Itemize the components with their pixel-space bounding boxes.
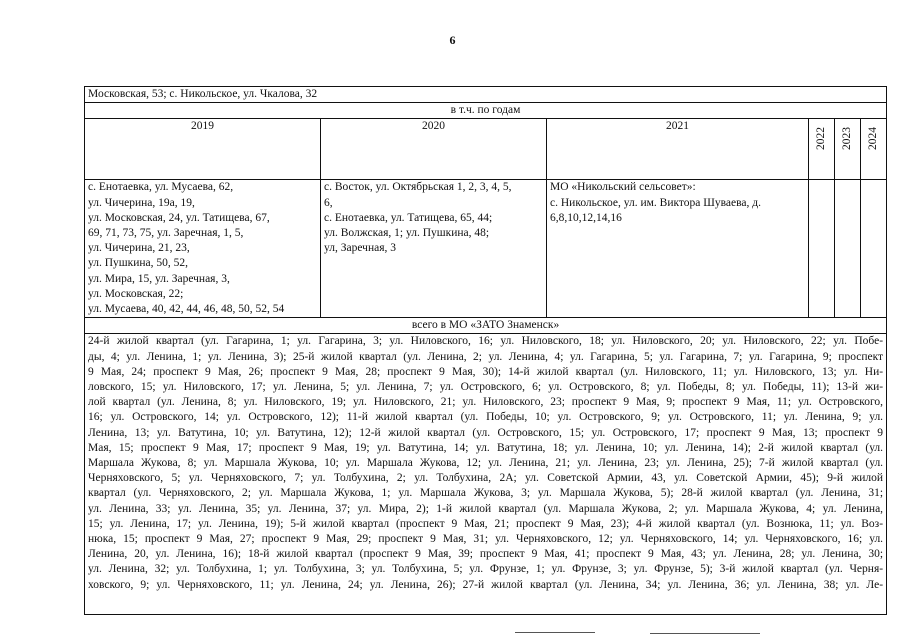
address-line: 69, 71, 73, 75, ул. Заречная, 1, 5, (88, 227, 244, 240)
year-header-2023 (835, 119, 861, 180)
total-addresses (85, 334, 887, 615)
address-line: ул. Чичерина, 21, 23, (88, 242, 190, 255)
col-2021-addresses (547, 180, 809, 318)
address-line: ул. Мира, 15, ул. Заречная, 3, (88, 272, 230, 285)
address-line: Мая, 15; проспект 9 Мая, 17; проспект 9 Мая, 19; ул. Ватутина, 14; ул. Ватутина, 18; ул. Ленина, 10; ул. Ленина, 14); 2-й жилой квартал (ул. (88, 441, 884, 454)
address-line: 9 Мая, 24; проспект 9 Мая, 26; проспект 9 Мая, 28; проспект 9 Мая, 30); 14-й жилой квартал (ул. Ниловского, 11; ул. Ниловского, 13; ул. Ни- (88, 365, 884, 378)
year-header-2022 (809, 119, 835, 180)
year-header-2024 (861, 119, 887, 180)
scan-artifact-line (515, 632, 595, 633)
address-line: 16; ул. Островского, 14; ул. Островского, 12); 11-й жилой квартал (ул. Победы, 10; ул. Островского, 9; ул. Островского, 11; ул. Ленина, 9; ул. (88, 411, 884, 424)
col-2019-addresses (85, 180, 321, 318)
address-line: ул. Пушкина, 50, 52, (88, 257, 189, 270)
address-line: с. Никольское, ул. им. Виктора Шуваева, д. (550, 196, 761, 209)
address-line: 15; ул. Ленина, 17; ул. Ленина, 19); 5-й жилой квартал (проспект 9 Мая, 21; проспект 9 Мая, 23); 4-й жилой квартал (ул. Вознюка, 11; ул. Воз- (88, 517, 884, 530)
address-line: 6, (324, 196, 333, 209)
total-header: всего в МО «ЗАТО Знаменск» (85, 318, 887, 334)
address-line: ул. Московская, 24, ул. Татищева, 67, (88, 211, 270, 224)
address-line: с. Енотаевка, ул. Татищева, 65, 44; (324, 211, 493, 224)
addresses-table (84, 86, 887, 615)
address-line: ул. Ленина, 32; ул. Толбухина, 1; ул. Толбухина, 3; ул. Толбухина, 5; ул. Фрунзе, 1; ул. Фрунзе, 3; ул. Фрунзе, 5); 3-й жилой квартал (ул. Черня- (88, 563, 884, 576)
years-header-row (85, 119, 887, 180)
col-2022-cell (809, 180, 835, 318)
address-line: ховского, 9; ул. Черняховского, 11; ул. Ленина, 24; ул. Ленина, 26); 27-й жилой квартал (ул. Ленина, 34; ул. Ленина, 36; ул. Ленина, 38; ул. Ле- (88, 578, 884, 591)
address-line: квартал (ул. Черняховского, 2; ул. Маршала Жукова, 1; ул. Маршала Жукова, 3; ул. Маршала Жукова, 5); 28-й жилой квартал (ул. Ленина, 31; (88, 487, 884, 500)
address-line: ул. Волжская, 1; ул. Пушкина, 48; (324, 227, 490, 240)
year-header-2020: 2020 (321, 119, 547, 180)
col-2020-addresses (321, 180, 547, 318)
address-line: ул. Ленина, 33; ул. Ленина, 35; ул. Ленина, 37; ул. Мира, 2); 1-й жилой квартал (ул. Маршала Жукова, 2; ул. Маршала Жукова, 4; ул. Ленина, (88, 502, 884, 515)
page-number: 6 (449, 33, 456, 47)
table-row (85, 334, 887, 615)
address-line: лой квартал (ул. Ленина, 8; ул. Ниловского, 19; ул. Ниловского, 21; ул. Ниловского, 23; проспект 9 Мая, 9; проспект 9 Мая, 11; ул. Островского, (88, 396, 884, 409)
scan-artifact-line (650, 633, 760, 634)
year-header-2019: 2019 (85, 119, 321, 180)
address-line: ловского, 15; ул. Ниловского, 17; ул. Ленина, 5; ул. Ленина, 7; ул. Островского, 6; ул. Островского, 8; ул. Победы, 8; ул. Победы, 11); 13-й жи- (88, 381, 884, 394)
table-row (85, 318, 887, 334)
table-row (85, 103, 887, 119)
address-line: МО «Никольский сельсовет»: (550, 181, 696, 194)
year-label-2023: 2023 (840, 127, 853, 151)
col-2023-cell (835, 180, 861, 318)
address-line: Ленина, 13; ул. Ватутина, 10; ул. Ватутина, 12); 12-й жилой квартал (ул. Островского, 15; ул. Островского, 17; проспект 9 Мая, 13; проспект 9 (88, 426, 884, 439)
col-2024-cell (861, 180, 887, 318)
top-row-cell: Московская, 53; с. Никольское, ул. Чкалова, 32 (85, 87, 887, 103)
address-line: 24-й жилой квартал (ул. Гагарина, 1; ул. Гагарина, 3; ул. Ниловского, 16; ул. Ниловского, 18; ул. Ниловского, 20; ул. Ниловского, 22; ул. Побе- (88, 335, 884, 348)
address-line: ул. Мусаева, 40, 42, 44, 46, 48, 50, 52, 54 (88, 303, 285, 316)
address-line: 6,8,10,12,14,16 (550, 211, 622, 224)
year-label-2024: 2024 (866, 127, 879, 151)
address-line: ул, Заречная, 3 (324, 242, 396, 255)
table-row (85, 180, 887, 318)
address-line: Черняховского, 5; ул. Черняховского, 7; ул. Толбухина, 2; ул. Толбухина, 2А; ул. Советской Армии, 43, ул. Советской Армии, 45); 9-й жилой (88, 472, 884, 485)
address-line: с. Енотаевка, ул. Мусаева, 62, (88, 181, 234, 194)
address-line: с. Восток, ул. Октябрьская 1, 2, 3, 4, 5, (324, 181, 512, 194)
table-row (85, 87, 887, 103)
year-header-2021: 2021 (547, 119, 809, 180)
address-line: Маршала Жукова, 8; ул. Маршала Жукова, 10; ул. Маршала Жукова, 12; ул. Ленина, 21; ул. Ленина, 23; ул. Ленина, 25); 7-й жилой квартал (ул. (88, 457, 884, 470)
address-line: ды, 4; ул. Ленина, 1; ул. Ленина, 3); 25-й жилой квартал (ул. Ленина, 2; ул. Ленина, 4; ул. Гагарина, 5; ул. Гагарина, 7; ул. Гагарина, 9; проспект (88, 350, 884, 363)
by-years-header: в т.ч. по годам (85, 103, 887, 119)
address-line: ул. Московская, 22; (88, 287, 184, 300)
address-line: нюка, 15; проспект 9 Мая, 27; проспект 9 Мая, 29; проспект 9 Мая, 31; ул. Черняховского, 12; ул. Черняховского, 14; ул. Черняховского, 16; ул. (88, 533, 884, 546)
address-line: ул. Чичерина, 19а, 19, (88, 196, 195, 209)
address-line: Ленина, 20, ул. Ленина, 16); 18-й жилой квартал (проспект 9 Мая, 39; проспект 9 Мая, 41; проспект 9 Мая, 43; ул. Ленина, 28; ул. Ленина, 30; (88, 548, 884, 561)
year-label-2022: 2022 (814, 127, 827, 151)
